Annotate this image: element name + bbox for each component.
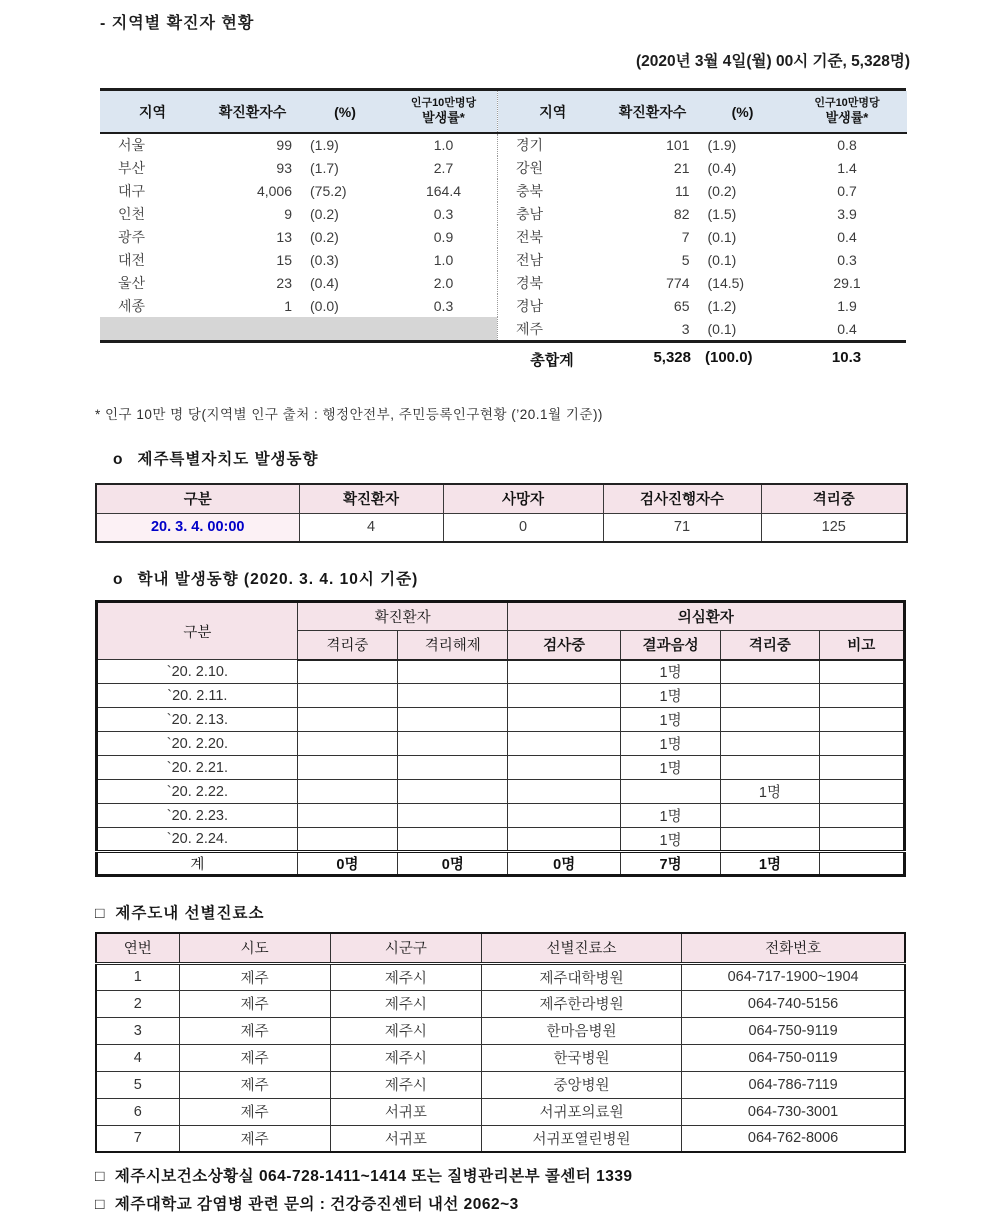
table-row: [498, 225, 907, 248]
city-cell: 제주시: [330, 963, 481, 990]
quarantined-cell: [297, 780, 397, 804]
table-row: [100, 179, 497, 202]
col-rate: [788, 91, 907, 133]
pct-cell: (1.9): [707, 137, 737, 153]
table-row: [96, 1044, 905, 1071]
footer-text: 제주시보건소상황실 064-728-1411~1414 또는 질병관리본부 콜센터 1339: [114, 1168, 633, 1185]
phone-cell: 064-730-3001: [682, 1098, 905, 1125]
quarantined-cell: [297, 828, 397, 852]
count-cell: 82: [673, 205, 690, 222]
province-cell: 제주: [179, 963, 330, 990]
note-cell: [819, 804, 904, 828]
rate-cell: 2.0: [433, 274, 454, 291]
suspect-quarantine-cell: [721, 660, 819, 684]
count-cell: 11: [674, 182, 690, 199]
grand-total-label: 총합계: [530, 352, 574, 369]
regional-table-left: [100, 91, 497, 340]
released-cell: [398, 732, 508, 756]
negative-cell: 1명: [620, 828, 720, 852]
table-row: [100, 133, 497, 156]
table-row: [97, 828, 905, 852]
count-cell: 99: [276, 137, 292, 153]
released-cell: [398, 684, 508, 708]
table-row: [498, 156, 907, 179]
col-rate-line2: 발생률*: [422, 110, 465, 126]
region-cell: 경북: [516, 274, 544, 291]
released-cell: [398, 660, 508, 684]
region-cell: 광주: [118, 228, 146, 245]
col-gubun: 구분: [96, 484, 299, 513]
col-count: 확진환자수: [205, 91, 300, 133]
suspect-quarantine-cell: [721, 756, 819, 780]
col-rate-line2: 발생률*: [825, 110, 869, 126]
quarantined-total: 0명: [297, 852, 397, 876]
quarantine-cell: 125: [761, 513, 907, 542]
region-cell: 대구: [118, 182, 146, 199]
note-cell: [819, 756, 904, 780]
table-row: [97, 660, 905, 684]
col-rate-line1: 인구10만명당: [410, 97, 477, 110]
col-province: 시도: [179, 933, 330, 963]
province-cell: 제주: [179, 1071, 330, 1098]
section-title-jeju: [113, 447, 983, 469]
pct-cell: (0.1): [707, 320, 737, 337]
col-deaths: 사망자: [443, 484, 603, 513]
suspect-quarantine-total: 1명: [721, 852, 819, 876]
suspect-quarantine-cell: [721, 804, 819, 828]
released-cell: [398, 780, 508, 804]
count-cell: 93: [276, 159, 292, 176]
number-cell: 3: [96, 1017, 179, 1044]
quarantined-cell: [297, 660, 397, 684]
pct-cell: (0.4): [310, 274, 339, 291]
clinic-cell: 한국병원: [481, 1044, 681, 1071]
grand-total-pct: (100.0): [705, 349, 753, 366]
col-testing: 검사중: [508, 631, 620, 660]
region-cell: 인천: [118, 205, 146, 222]
region-cell: 제주: [516, 320, 544, 337]
clinics-header-row: [96, 933, 905, 963]
negative-cell: 1명: [620, 732, 720, 756]
pct-cell: (0.0): [310, 297, 339, 314]
region-cell: 전북: [516, 228, 544, 245]
bullet-marker: o: [113, 571, 124, 588]
table-row: [97, 756, 905, 780]
region-cell: 서울: [118, 137, 146, 153]
table-row: [96, 1071, 905, 1098]
suspect-quarantine-cell: 1명: [721, 780, 819, 804]
rate-cell: 0.3: [433, 205, 454, 222]
rate-cell: 1.9: [837, 297, 857, 314]
col-region: 지역: [498, 91, 608, 133]
col-pct: (%): [698, 91, 788, 133]
count-cell: 7: [681, 228, 690, 245]
clinic-cell: 서귀포열린병원: [481, 1125, 681, 1152]
pct-cell: (0.1): [707, 228, 737, 245]
grand-total-count: 5,328: [653, 349, 691, 366]
released-cell: [398, 756, 508, 780]
testing-cell: [508, 780, 620, 804]
col-quarantine: 격리중: [761, 484, 907, 513]
group-confirmed: 확진환자: [297, 602, 508, 631]
testing-cell: [508, 804, 620, 828]
total-label: 계: [97, 852, 298, 876]
number-cell: 5: [96, 1071, 179, 1098]
count-cell: 1: [284, 297, 292, 314]
suspect-quarantine-cell: [721, 828, 819, 852]
pct-cell: (1.9): [310, 137, 339, 153]
count-cell: 21: [673, 159, 690, 176]
rate-cell: 0.4: [837, 228, 857, 245]
reference-date-note: (2020년 3월 4일(월) 00시 기준, 5,328명): [635, 53, 910, 70]
negative-cell: 1명: [620, 708, 720, 732]
col-negative: 결과음성: [620, 631, 720, 660]
confirmed-cell: 4: [299, 513, 443, 542]
negative-cell: 1명: [620, 804, 720, 828]
footer-line-1: [95, 1163, 983, 1191]
negative-cell: 1명: [620, 756, 720, 780]
note-cell: [819, 828, 904, 852]
section-title-text: 학내 발생동향 (2020. 3. 4. 10시 기준): [137, 571, 419, 588]
quarantined-cell: [297, 804, 397, 828]
campus-total-row: [97, 852, 905, 876]
col-number: 연번: [96, 933, 179, 963]
count-cell: 101: [666, 137, 690, 153]
rate-cell: 1.0: [433, 137, 454, 153]
table-row: [97, 804, 905, 828]
jeju-data-row: [96, 513, 907, 542]
date-cell: `20. 2.10.: [97, 660, 298, 684]
released-cell: [398, 708, 508, 732]
testing-cell: [508, 684, 620, 708]
table-row: [100, 156, 497, 179]
count-cell: 774: [666, 274, 690, 291]
date-cell: `20. 2.13.: [97, 708, 298, 732]
phone-cell: 064-717-1900~1904: [682, 963, 905, 990]
campus-header-row-1: [97, 602, 905, 631]
count-cell: 65: [673, 297, 690, 314]
col-quarantined-suspect: 격리중: [721, 631, 819, 660]
testing-cell: [508, 828, 620, 852]
table-row: [498, 271, 907, 294]
testing-cell: [508, 660, 620, 684]
jeju-status-table: [95, 483, 908, 543]
campus-status-table: [95, 600, 906, 877]
grand-total-row: [497, 343, 906, 372]
table-row: [96, 1125, 905, 1152]
col-pct: (%): [300, 91, 390, 133]
deaths-cell: 0: [443, 513, 603, 542]
page-title: - 지역별 확진자 현황: [100, 15, 255, 32]
date-cell: `20. 2.21.: [97, 756, 298, 780]
regional-table-right: [497, 91, 907, 340]
table-row: [498, 179, 907, 202]
quarantined-cell: [297, 756, 397, 780]
bullet-marker: o: [113, 451, 124, 468]
table-row: [97, 732, 905, 756]
section-title-clinics: [95, 901, 983, 923]
quarantined-cell: [297, 732, 397, 756]
rate-cell: 164.4: [425, 182, 462, 199]
rate-cell: 1.4: [837, 159, 857, 176]
number-cell: 7: [96, 1125, 179, 1152]
pct-cell: (0.4): [707, 159, 737, 176]
group-suspected: 의심환자: [508, 602, 905, 631]
pct-cell: (0.1): [707, 251, 737, 268]
note-cell: [819, 684, 904, 708]
pct-cell: (75.2): [310, 182, 347, 199]
negative-cell: [620, 780, 720, 804]
region-cell: 울산: [118, 274, 146, 291]
table-row: [97, 780, 905, 804]
gray-filler-cell: [100, 317, 497, 340]
number-cell: 4: [96, 1044, 179, 1071]
suspect-quarantine-cell: [721, 732, 819, 756]
province-cell: 제주: [179, 990, 330, 1017]
col-count: 확진환자수: [608, 91, 698, 133]
table-row: [498, 248, 907, 271]
phone-cell: 064-786-7119: [682, 1071, 905, 1098]
rate-cell: 0.9: [433, 228, 454, 245]
footer-line-2: [95, 1191, 983, 1219]
region-cell: 대전: [118, 251, 146, 268]
province-cell: 제주: [179, 1044, 330, 1071]
table-row: [97, 684, 905, 708]
count-cell: 15: [276, 251, 292, 268]
quarantined-cell: [297, 708, 397, 732]
testing-cell: [508, 756, 620, 780]
square-marker: □: [95, 1196, 105, 1213]
note-cell: [819, 660, 904, 684]
footer-text: 제주대학교 감염병 관련 문의 : 건강증진센터 내선 2062~3: [114, 1196, 519, 1213]
table-row: [96, 1098, 905, 1125]
region-cell: 충남: [516, 205, 544, 222]
rate-cell: 0.4: [837, 320, 857, 337]
col-clinic: 선별진료소: [481, 933, 681, 963]
testing-cell: [508, 708, 620, 732]
city-cell: 제주시: [330, 1071, 481, 1098]
count-cell: 3: [681, 320, 690, 337]
table-row: [96, 1017, 905, 1044]
suspect-quarantine-cell: [721, 684, 819, 708]
count-cell: 4,006: [256, 182, 292, 199]
table-row: [498, 133, 907, 156]
table-row: [498, 317, 907, 340]
released-cell: [398, 828, 508, 852]
province-cell: 제주: [179, 1098, 330, 1125]
number-cell: 2: [96, 990, 179, 1017]
clinic-cell: 제주대학병원: [481, 963, 681, 990]
number-cell: 1: [96, 963, 179, 990]
rate-cell: 0.8: [837, 137, 857, 153]
pct-cell: (0.2): [707, 182, 737, 199]
footer: [95, 1163, 983, 1219]
table-row: [498, 294, 907, 317]
section-title-campus: [113, 567, 983, 589]
negative-cell: 1명: [620, 684, 720, 708]
city-cell: 제주시: [330, 1044, 481, 1071]
rate-cell: 0.3: [837, 251, 857, 268]
city-cell: 서귀포: [330, 1098, 481, 1125]
phone-cell: 064-762-8006: [682, 1125, 905, 1152]
pct-cell: (0.2): [310, 205, 339, 222]
province-cell: 제주: [179, 1017, 330, 1044]
released-cell: [398, 804, 508, 828]
city-cell: 서귀포: [330, 1125, 481, 1152]
date-cell: `20. 2.11.: [97, 684, 298, 708]
regional-header-row: [498, 91, 907, 133]
region-cell: 부산: [118, 159, 146, 176]
pct-cell: (0.3): [310, 251, 339, 268]
table-row: [100, 294, 497, 317]
note-cell: [819, 708, 904, 732]
table-row: [100, 248, 497, 271]
clinic-cell: 한마음병원: [481, 1017, 681, 1044]
date-cell: `20. 2.22.: [97, 780, 298, 804]
pct-cell: (0.2): [310, 228, 339, 245]
date-cell: `20. 2.24.: [97, 828, 298, 852]
number-cell: 6: [96, 1098, 179, 1125]
rate-cell: 2.7: [433, 159, 454, 176]
suspect-quarantine-cell: [721, 708, 819, 732]
pct-cell: (14.5): [707, 274, 745, 291]
clinic-cell: 중앙병원: [481, 1071, 681, 1098]
date-cell: 20. 3. 4. 00:00: [96, 513, 299, 542]
city-cell: 제주시: [330, 1017, 481, 1044]
col-quarantined: 격리중: [297, 631, 397, 660]
square-marker: □: [95, 905, 106, 922]
count-cell: 9: [284, 205, 292, 222]
col-released: 격리해제: [398, 631, 508, 660]
date-cell: `20. 2.23.: [97, 804, 298, 828]
col-region: 지역: [100, 91, 205, 133]
section-title-text: 제주도내 선별진료소: [115, 905, 265, 922]
jeju-header-row: [96, 484, 907, 513]
region-cell: 전남: [516, 251, 544, 268]
phone-cell: 064-740-5156: [682, 990, 905, 1017]
clinics-table: [95, 932, 906, 1153]
col-gubun: 구분: [97, 602, 298, 660]
col-confirmed: 확진환자: [299, 484, 443, 513]
province-cell: 제주: [179, 1125, 330, 1152]
section-title-text: 제주특별자치도 발생동향: [137, 451, 319, 468]
phone-cell: 064-750-0119: [682, 1044, 905, 1071]
note-total: [819, 852, 904, 876]
col-rate: [390, 91, 497, 133]
note-cell: [819, 732, 904, 756]
table-row: [100, 202, 497, 225]
rate-cell: 0.3: [433, 297, 454, 314]
rate-cell: 0.7: [837, 182, 857, 199]
testing-total: 0명: [508, 852, 620, 876]
date-cell: `20. 2.20.: [97, 732, 298, 756]
square-marker: □: [95, 1168, 105, 1185]
clinic-cell: 서귀포의료원: [481, 1098, 681, 1125]
phone-cell: 064-750-9119: [682, 1017, 905, 1044]
region-cell: 세종: [118, 297, 146, 314]
table-row: [100, 225, 497, 248]
gray-filler-row: [100, 317, 497, 340]
table-row: [97, 708, 905, 732]
pct-cell: (1.5): [707, 205, 737, 222]
testing-cell: 71: [603, 513, 761, 542]
table-row: [96, 990, 905, 1017]
col-rate-line1: 인구10만명당: [814, 97, 880, 110]
pct-cell: (1.7): [310, 159, 339, 176]
clinic-cell: 제주한라병원: [481, 990, 681, 1017]
region-cell: 강원: [516, 159, 544, 176]
pct-cell: (1.2): [707, 297, 737, 314]
regional-cases-section: [100, 88, 906, 372]
population-footnote: * 인구 10만 명 당(지역별 인구 출처 : 행정안전부, 주민등록인구현황 (’20.1월 기준)): [95, 407, 603, 422]
region-cell: 충북: [516, 182, 544, 199]
negative-total: 7명: [620, 852, 720, 876]
city-cell: 제주시: [330, 990, 481, 1017]
count-cell: 5: [681, 251, 690, 268]
rate-cell: 1.0: [433, 251, 454, 268]
note-cell: [819, 780, 904, 804]
region-cell: 경남: [516, 297, 544, 314]
regional-header-row: [100, 91, 497, 133]
negative-cell: 1명: [620, 660, 720, 684]
rate-cell: 29.1: [833, 274, 861, 291]
table-row: [96, 963, 905, 990]
col-testing: 검사진행자수: [603, 484, 761, 513]
region-cell: 경기: [516, 137, 544, 153]
count-cell: 23: [276, 274, 292, 291]
quarantined-cell: [297, 684, 397, 708]
testing-cell: [508, 732, 620, 756]
rate-cell: 3.9: [837, 205, 857, 222]
table-row: [100, 271, 497, 294]
released-total: 0명: [398, 852, 508, 876]
grand-total-rate: 10.3: [831, 349, 862, 366]
col-phone: 전화번호: [682, 933, 905, 963]
table-row: [498, 202, 907, 225]
col-note: 비고: [819, 631, 904, 660]
col-city: 시군구: [330, 933, 481, 963]
count-cell: 13: [276, 228, 292, 245]
